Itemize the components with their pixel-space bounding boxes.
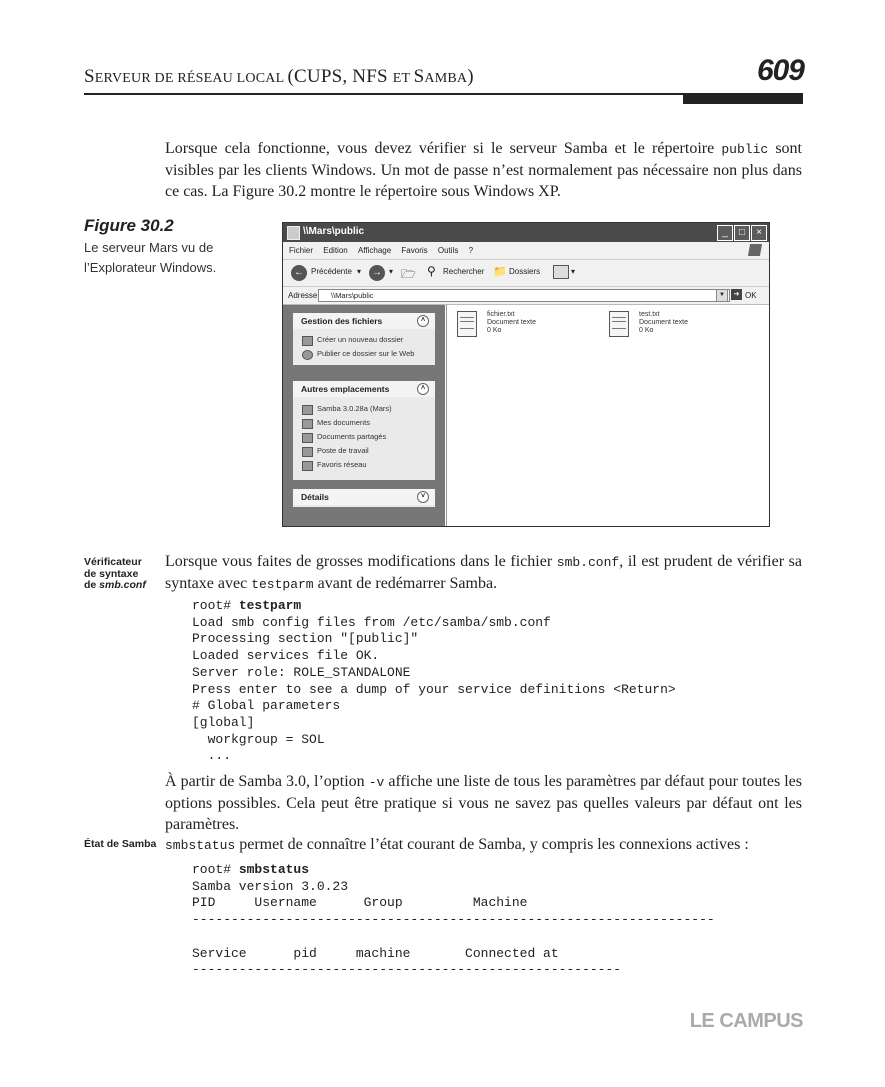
syntax-paragraph: Lorsque vous faites de grosses modifications dans le fichier smb.conf, il est prudent de vérifier sa syntaxe avec testparm avant de redémarrer Samba. [165,553,803,592]
views-dropdown-icon[interactable]: ▾ [571,267,576,276]
menu-fichier[interactable]: Fichier [289,246,314,255]
address-dropdown-icon[interactable]: ▼ [716,289,728,302]
expand-icon[interactable]: ˅ [417,491,429,503]
inline-code: public [721,142,769,157]
menu-outils[interactable]: Outils [437,246,459,255]
panel-header[interactable]: Gestion des fichiers ˄ [293,313,435,329]
toolbar [283,260,769,287]
inline-code: smbstatus [165,838,236,853]
figure-label: Figure 30.2 [84,216,174,235]
place-link[interactable]: Mes documents [293,416,435,430]
panel-header[interactable]: Autres emplacements ˄ [293,381,435,397]
new-folder-icon [302,336,313,346]
figure-caption: Le serveur Mars vu de l’Explorateur Windows. [84,240,217,275]
back-dropdown-icon[interactable]: ▾ [357,267,362,276]
place-link[interactable]: Documents partagés [293,430,435,444]
forward-arrow-icon[interactable]: → [369,265,385,281]
go-button[interactable]: OK [745,291,757,300]
minimize-button[interactable]: _ [717,225,733,241]
search-icon[interactable]: ⚲ [427,264,436,278]
documents-icon [302,419,313,429]
place-link[interactable]: Favoris réseau [293,458,435,472]
panel-gestion [293,313,435,365]
inline-code: smb.conf [556,555,620,570]
running-title-part: S [413,66,425,87]
windows-logo-icon [748,244,762,256]
margin-note-syntax: Vérificateur de syntaxe de smb.conf [84,556,146,591]
folders-icon[interactable]: 📁 [493,266,507,278]
close-button[interactable]: × [751,225,767,241]
running-title-part: ERVEUR DE RÉSEAU LOCAL [94,71,288,86]
task-link[interactable]: Créer un nouveau dossier [293,333,435,347]
page-number: 609 [756,54,804,87]
menu-bar [283,242,769,260]
title-bar [283,223,769,242]
task-pane [283,305,445,526]
panel-autres [293,381,435,480]
intro-paragraph: Lorsque cela fonctionne, vous devez vérifier si le serveur Samba et le répertoire public sont visibles par les clients Windows. Un mot de passe n’est normalement pas nécessaire non plus dans ce cas. La Figure 30.2 montre le répertoire sous Windows XP. [165,140,802,200]
collapse-icon[interactable]: ˄ [417,315,429,327]
server-icon [302,405,313,415]
back-button[interactable]: Précédente [311,267,352,276]
place-link[interactable]: Poste de travail [293,444,435,458]
explorer-window [282,222,770,527]
menu-edition[interactable]: Edition [323,246,348,255]
task-link[interactable]: Publier ce dossier sur le Web [293,347,435,361]
running-title-part: (CUPS, NFS [287,66,393,87]
publisher-logo: LE CAMPUS [689,1010,803,1032]
panel-header[interactable]: Détails ˅ [293,489,435,505]
menu-affichage[interactable]: Affichage [357,246,392,255]
running-title-part: ET [392,71,414,86]
file-item[interactable]: fichier.txt Document texte 0 Ko [487,311,536,335]
menu-favoris[interactable]: Favoris [401,246,428,255]
place-link[interactable]: Samba 3.0.28a (Mars) [293,402,435,416]
panel-details [293,489,435,507]
views-icon[interactable] [553,265,569,279]
go-arrow-icon[interactable]: ➜ [731,289,742,300]
menu-help[interactable]: ? [468,246,474,255]
file-item[interactable]: test.txt Document texte 0 Ko [639,311,688,335]
back-arrow-icon[interactable]: ← [291,265,307,281]
margin-note-status: État de Samba [84,838,157,850]
address-input[interactable]: \\Mars\public [318,289,730,302]
running-title-part: ) [467,66,474,87]
window-title: \\Mars\public [303,226,365,237]
collapse-icon[interactable]: ˄ [417,383,429,395]
inline-code: -v [368,775,385,790]
text-file-icon [609,311,629,337]
computer-icon [302,447,313,457]
folder-icon [287,226,300,240]
text-file-icon [457,311,477,337]
code-block-smbstatus: root# smbstatus Samba version 3.0.23 PID Username Group Machine ------------------------------------------------------------------- Service pid machine Connected at ------------------------------------------------------- [192,862,715,978]
running-title-part: AMBA [424,71,468,86]
search-button[interactable]: Rechercher [443,267,485,276]
address-bar [283,287,769,305]
code-block-testparm: root# testparm Load smb config files from /etc/samba/smb.conf Processing section "[public]" Loaded services file OK. Server role: ROLE_STANDALONE Press enter to see a dump of your service definitions <Return> # Global parameters [global] workgroup = SOL ... [192,598,676,764]
folders-button[interactable]: Dossiers [509,267,541,276]
network-icon [302,461,313,471]
header-rule-thick [683,94,803,104]
maximize-button[interactable]: □ [734,225,750,241]
file-list [446,305,769,526]
smbstatus-paragraph: smbstatus permet de connaître l’état courant de Samba, y compris les connexions actives : [165,836,749,853]
running-title [84,66,474,88]
address-label: Adresse [288,291,318,300]
option-v-paragraph: À partir de Samba 3.0, l’option -v affiche une liste de tous les paramètres par défaut pour toutes les options possibles. Cela peut être pratique si vous ne savez pas quelles valeurs par défaut ont les paramètres. [165,773,803,833]
inline-code: testparm [251,577,314,592]
globe-icon [302,350,313,360]
running-title-part: S [84,66,95,87]
folder-up-icon[interactable]: 🗁 [401,267,416,281]
forward-dropdown-icon[interactable]: ▾ [389,267,394,276]
shared-folder-icon [302,433,313,443]
